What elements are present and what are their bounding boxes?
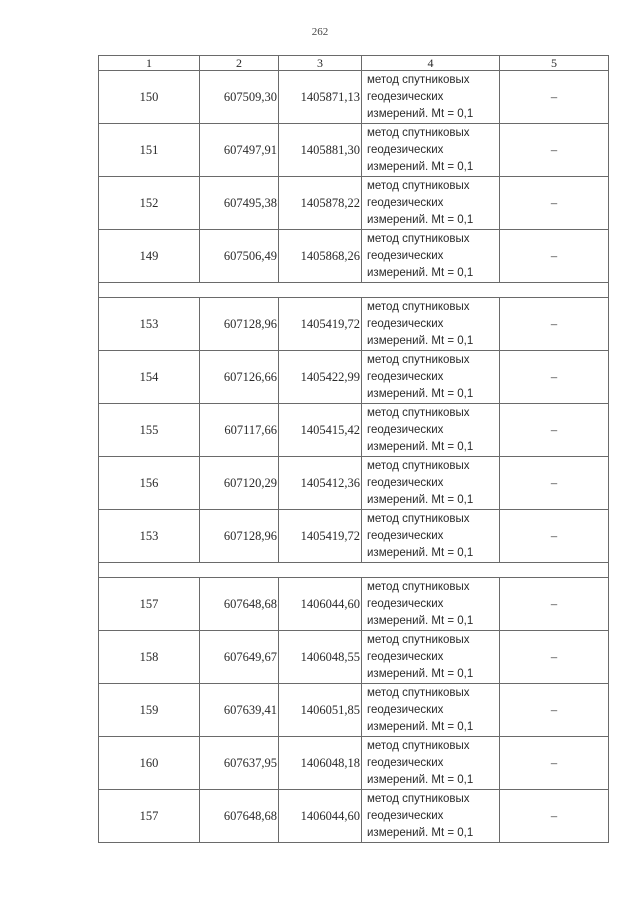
table-body	[99, 56, 609, 843]
group-separator-row	[99, 283, 609, 298]
method-cell	[362, 790, 500, 843]
note-cell: –	[500, 230, 609, 283]
point-number: 151	[99, 124, 200, 177]
coordinate-y: 1405412,36	[279, 457, 362, 510]
coordinate-y: 1405868,26	[279, 230, 362, 283]
method-line: геодезических	[367, 650, 444, 663]
note-cell: –	[500, 457, 609, 510]
method-cell	[362, 230, 500, 283]
coordinate-y: 1405419,72	[279, 510, 362, 563]
coordinate-x: 607128,96	[200, 298, 279, 351]
method-line: измерений. Mt = 0,1	[367, 773, 474, 786]
table-row	[99, 737, 609, 790]
note-cell: –	[500, 298, 609, 351]
method-cell	[362, 177, 500, 230]
coordinate-y: 1406048,55	[279, 631, 362, 684]
method-line: метод спутниковых	[367, 126, 470, 139]
method-line: геодезических	[367, 370, 444, 383]
table-row	[99, 510, 609, 563]
method-line: измерений. Mt = 0,1	[367, 334, 474, 347]
point-number: 152	[99, 177, 200, 230]
coordinate-y: 1405881,30	[279, 124, 362, 177]
method-line: геодезических	[367, 143, 444, 156]
table-row	[99, 404, 609, 457]
coordinate-y: 1406044,60	[279, 578, 362, 631]
method-cell	[362, 578, 500, 631]
method-line: измерений. Mt = 0,1	[367, 826, 474, 839]
table-row	[99, 71, 609, 124]
method-line: измерений. Mt = 0,1	[367, 266, 474, 279]
method-line: геодезических	[367, 756, 444, 769]
point-number: 155	[99, 404, 200, 457]
method-line: измерений. Mt = 0,1	[367, 213, 474, 226]
coordinate-x: 607126,66	[200, 351, 279, 404]
method-line: измерений. Mt = 0,1	[367, 160, 474, 173]
table-row	[99, 230, 609, 283]
method-cell	[362, 737, 500, 790]
table-row	[99, 298, 609, 351]
method-line: измерений. Mt = 0,1	[367, 546, 474, 559]
note-cell: –	[500, 684, 609, 737]
table-row	[99, 631, 609, 684]
method-line: метод спутниковых	[367, 73, 470, 86]
point-number: 158	[99, 631, 200, 684]
column-header-5: 5	[500, 56, 609, 71]
point-number: 149	[99, 230, 200, 283]
column-header-2: 2	[200, 56, 279, 71]
separator-cell	[99, 563, 609, 578]
method-cell	[362, 404, 500, 457]
table-row	[99, 790, 609, 843]
point-number: 154	[99, 351, 200, 404]
point-number: 150	[99, 71, 200, 124]
table-row	[99, 177, 609, 230]
method-line: измерений. Mt = 0,1	[367, 493, 474, 506]
method-line: метод спутниковых	[367, 232, 470, 245]
method-line: геодезических	[367, 249, 444, 262]
point-number: 159	[99, 684, 200, 737]
method-line: измерений. Mt = 0,1	[367, 614, 474, 627]
method-line: геодезических	[367, 90, 444, 103]
coordinate-x: 607637,95	[200, 737, 279, 790]
coordinate-x: 607128,96	[200, 510, 279, 563]
point-number: 157	[99, 578, 200, 631]
method-cell	[362, 298, 500, 351]
method-line: метод спутниковых	[367, 739, 470, 752]
method-line: метод спутниковых	[367, 686, 470, 699]
table-row	[99, 351, 609, 404]
table-row	[99, 124, 609, 177]
method-line: измерений. Mt = 0,1	[367, 667, 474, 680]
method-line: метод спутниковых	[367, 459, 470, 472]
note-cell: –	[500, 790, 609, 843]
table-row	[99, 684, 609, 737]
method-line: метод спутниковых	[367, 633, 470, 646]
column-header-1: 1	[99, 56, 200, 71]
note-cell: –	[500, 124, 609, 177]
method-line: измерений. Mt = 0,1	[367, 440, 474, 453]
page-number: 262	[311, 26, 329, 38]
coordinate-y: 1405422,99	[279, 351, 362, 404]
method-line: геодезических	[367, 703, 444, 716]
coordinate-x: 607120,29	[200, 457, 279, 510]
method-cell	[362, 124, 500, 177]
method-line: геодезических	[367, 423, 444, 436]
coordinate-y: 1405419,72	[279, 298, 362, 351]
method-line: метод спутниковых	[367, 353, 470, 366]
point-number: 153	[99, 298, 200, 351]
coordinate-x: 607506,49	[200, 230, 279, 283]
method-cell	[362, 510, 500, 563]
method-cell	[362, 684, 500, 737]
separator-cell	[99, 283, 609, 298]
table-row	[99, 578, 609, 631]
method-line: геодезических	[367, 597, 444, 610]
coordinate-x: 607639,41	[200, 684, 279, 737]
note-cell: –	[500, 404, 609, 457]
method-line: геодезических	[367, 529, 444, 542]
note-cell: –	[500, 177, 609, 230]
method-cell	[362, 351, 500, 404]
coordinate-x: 607509,30	[200, 71, 279, 124]
column-header-3: 3	[279, 56, 362, 71]
method-line: измерений. Mt = 0,1	[367, 387, 474, 400]
coordinate-x: 607495,38	[200, 177, 279, 230]
method-line: метод спутниковых	[367, 792, 470, 805]
point-number: 157	[99, 790, 200, 843]
point-number: 153	[99, 510, 200, 563]
coordinates-table	[98, 55, 609, 843]
method-line: геодезических	[367, 317, 444, 330]
note-cell: –	[500, 351, 609, 404]
coordinate-x: 607648,68	[200, 578, 279, 631]
point-number: 160	[99, 737, 200, 790]
method-line: измерений. Mt = 0,1	[367, 720, 474, 733]
note-cell: –	[500, 510, 609, 563]
note-cell: –	[500, 737, 609, 790]
coordinate-x: 607648,68	[200, 790, 279, 843]
coordinate-x: 607117,66	[200, 404, 279, 457]
method-line: геодезических	[367, 476, 444, 489]
method-line: измерений. Mt = 0,1	[367, 107, 474, 120]
coordinate-y: 1406048,18	[279, 737, 362, 790]
method-cell	[362, 457, 500, 510]
method-cell	[362, 631, 500, 684]
coordinate-y: 1405871,13	[279, 71, 362, 124]
note-cell: –	[500, 631, 609, 684]
method-cell	[362, 71, 500, 124]
note-cell: –	[500, 578, 609, 631]
coordinate-x: 607497,91	[200, 124, 279, 177]
coordinate-y: 1405415,42	[279, 404, 362, 457]
coordinate-y: 1405878,22	[279, 177, 362, 230]
method-line: метод спутниковых	[367, 580, 470, 593]
method-line: метод спутниковых	[367, 179, 470, 192]
method-line: геодезических	[367, 196, 444, 209]
column-header-4: 4	[362, 56, 500, 71]
method-line: метод спутниковых	[367, 300, 470, 313]
method-line: геодезических	[367, 809, 444, 822]
header-row	[99, 56, 609, 71]
coordinate-y: 1406051,85	[279, 684, 362, 737]
group-separator-row	[99, 563, 609, 578]
method-line: метод спутниковых	[367, 512, 470, 525]
coordinate-y: 1406044,60	[279, 790, 362, 843]
table-row	[99, 457, 609, 510]
point-number: 156	[99, 457, 200, 510]
method-line: метод спутниковых	[367, 406, 470, 419]
note-cell: –	[500, 71, 609, 124]
coordinate-x: 607649,67	[200, 631, 279, 684]
